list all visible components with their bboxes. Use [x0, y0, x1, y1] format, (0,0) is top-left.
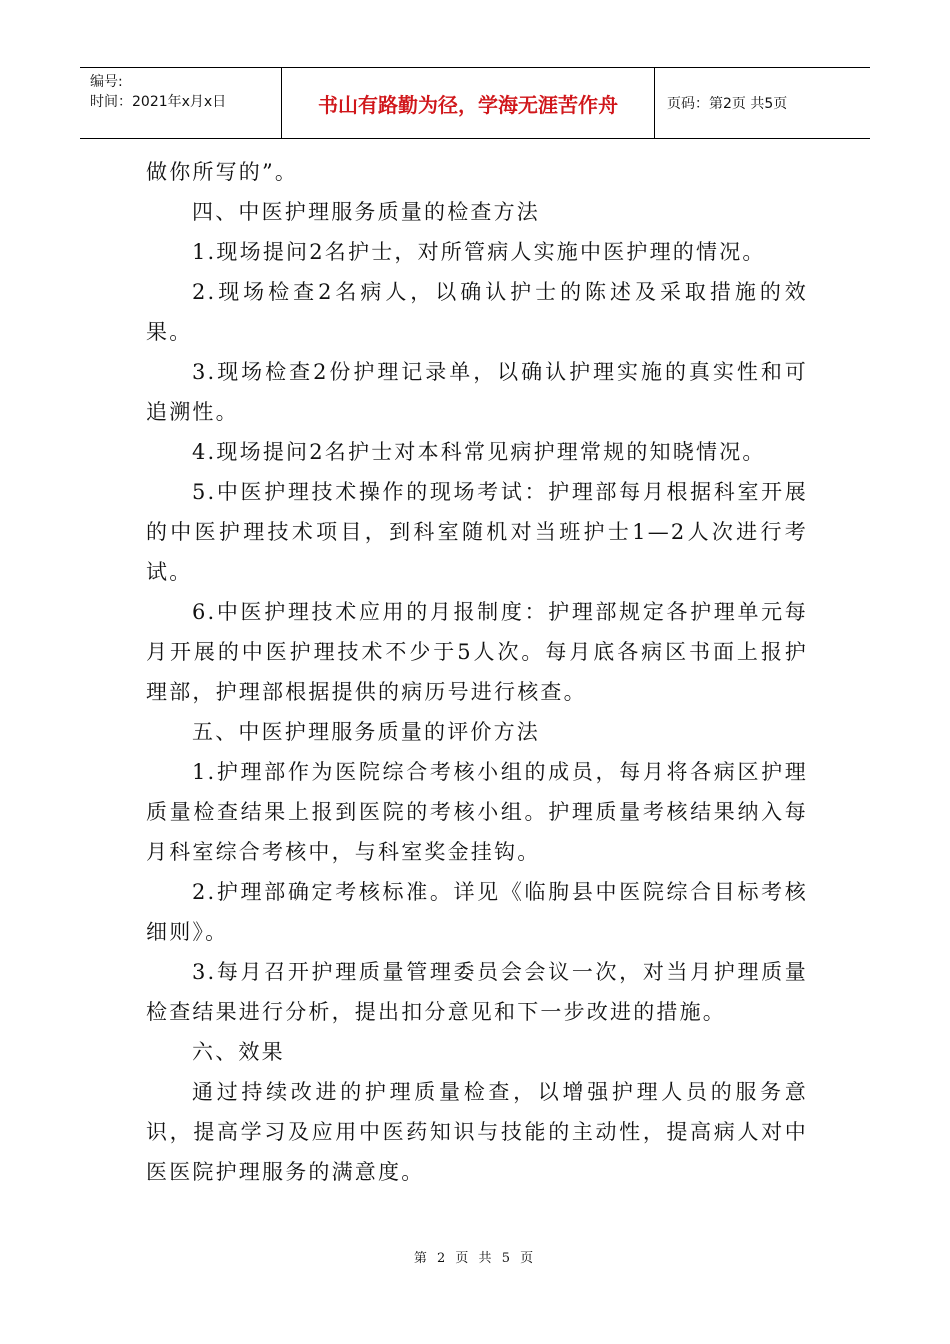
paragraph: 六、效果: [192, 1040, 285, 1064]
paragraph: 3.现场检查2份护理记录单，以确认护理实施的真实性和可追溯性。: [146, 360, 808, 424]
paragraph: 做你所写的”。: [146, 160, 299, 184]
header-page-info: 页码：第2页 共5页: [667, 96, 788, 112]
paragraph: 2.现场检查2名病人，以确认护士的陈述及采取措施的效果。: [146, 280, 808, 344]
paragraph: 四、中医护理服务质量的检查方法: [192, 200, 540, 224]
document-body: [146, 152, 808, 1192]
header-left-cell: [80, 68, 282, 138]
paragraph: 1.现场提问2名护士，对所管病人实施中医护理的情况。: [192, 240, 766, 264]
paragraph: 五、中医护理服务质量的评价方法: [192, 720, 540, 744]
paragraph: 4.现场提问2名护士对本科常见病护理常规的知晓情况。: [192, 440, 766, 464]
paragraph: 6.中医护理技术应用的月报制度：护理部规定各护理单元每月开展的中医护理技术不少于5人次。每月底各病区书面上报护理部，护理部根据提供的病历号进行核查。: [146, 600, 808, 704]
paragraph: 通过持续改进的护理质量检查，以增强护理人员的服务意识，提高学习及应用中医药知识与技能的主动性，提高病人对中医医院护理服务的满意度。: [146, 1080, 808, 1184]
document-number-label: 编号:: [90, 74, 123, 90]
page-header: [80, 67, 870, 139]
page-footer: 第 2 页 共 5 页: [413, 1251, 537, 1266]
paragraph: 5.中医护理技术操作的现场考试：护理部每月根据科室开展的中医护理技术项目，到科室随机对当班护士1—2人次进行考试。: [146, 480, 808, 584]
paragraph: 3.每月召开护理质量管理委员会会议一次，对当月护理质量检查结果进行分析，提出扣分意见和下一步改进的措施。: [146, 960, 808, 1024]
header-motto: 书山有路勤为径，学海无涯苦作舟: [282, 68, 655, 138]
paragraph: 1.护理部作为医院综合考核小组的成员，每月将各病区护理质量检查结果上报到医院的考核小组。护理质量考核结果纳入每月科室综合考核中，与科室奖金挂钩。: [146, 760, 808, 864]
document-time-label: 时间：2021年x月x日: [90, 94, 227, 110]
paragraph: 2.护理部确定考核标准。详见《临朐县中医院综合目标考核细则》。: [146, 880, 808, 944]
